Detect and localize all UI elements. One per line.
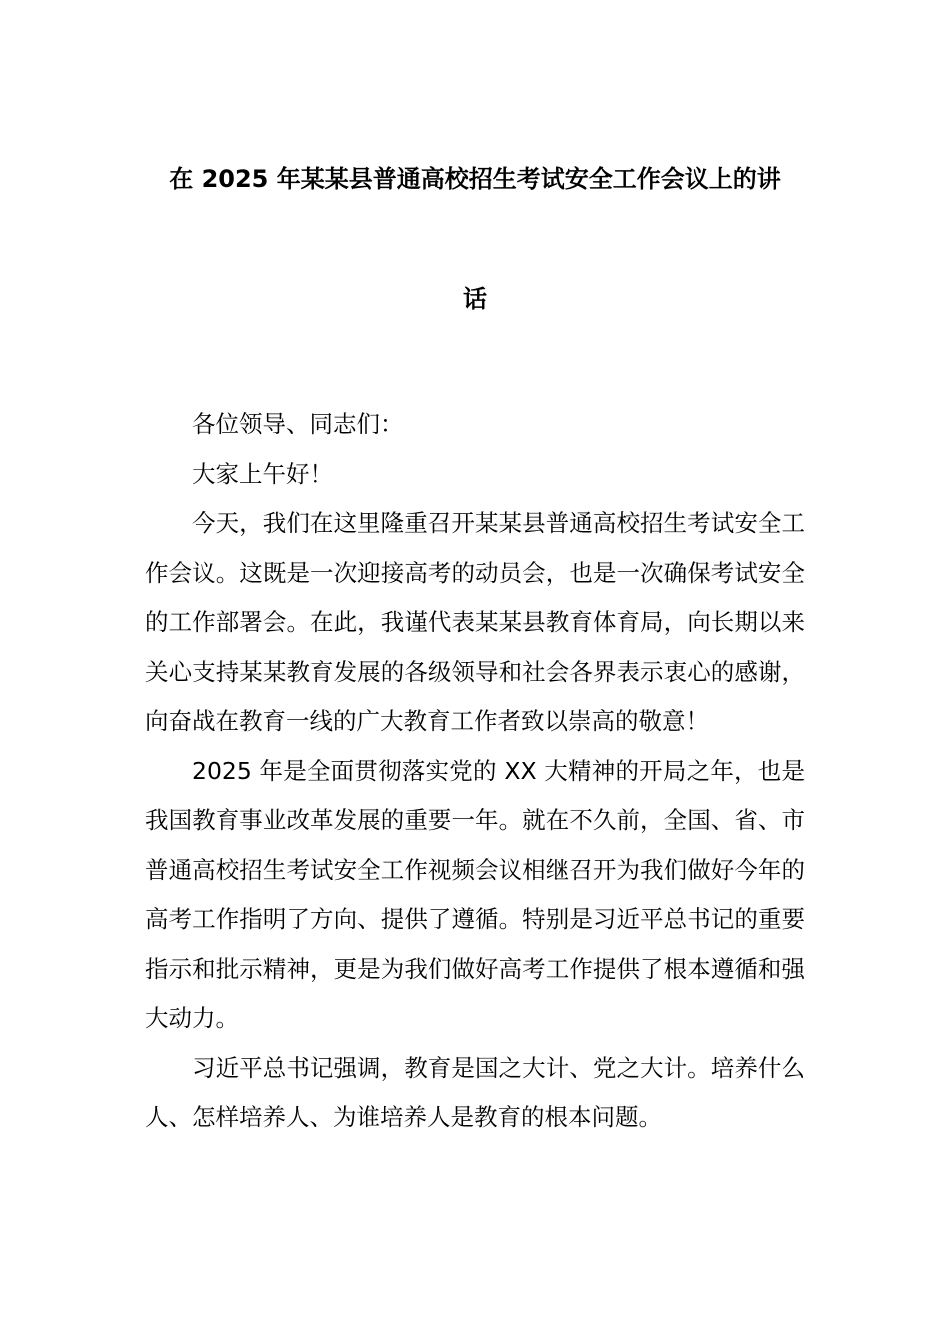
body-paragraph: 今天，我们在这里隆重召开某某县普通高校招生考试安全工作会议。这既是一次迎接高考的动员会，也是一次确保考试安全的工作部署会。在此，我谨代表某某县教育体育局，向长期以来关心支持某某教育发展的各级领导和社会各界表示衷心的感谢，向奋战在教育一线的广大教育工作者致以崇高的敬意！ — [145, 509, 805, 735]
salutation-paragraph: 各位领导、同志们： — [192, 410, 404, 438]
document-title-line-2: 话 — [463, 285, 487, 313]
document-title-line-1: 在 2025 年某某县普通高校招生考试安全工作会议上的讲 — [169, 165, 781, 193]
greeting-paragraph: 大家上午好！ — [192, 459, 333, 488]
body-paragraph: 2025 年是全面贯彻落实党的 XX 大精神的开局之年，也是我国教育事业改革发展的重要一年。就在不久前，全国、省、市普通高校招生考试安全工作视频会议相继召开为我们做好今年的高考工作指明了方向、提供了遵循。特别是习近平总书记的重要指示和批示精神，更是为我们做好高考工作提供了根本遵循和强大动力。 — [145, 756, 805, 1032]
body-paragraph: 习近平总书记强调，教育是国之大计、党之大计。培养什么人、怎样培养人、为谁培养人是教育的根本问题。 — [145, 1053, 805, 1131]
document-body — [145, 400, 805, 1143]
